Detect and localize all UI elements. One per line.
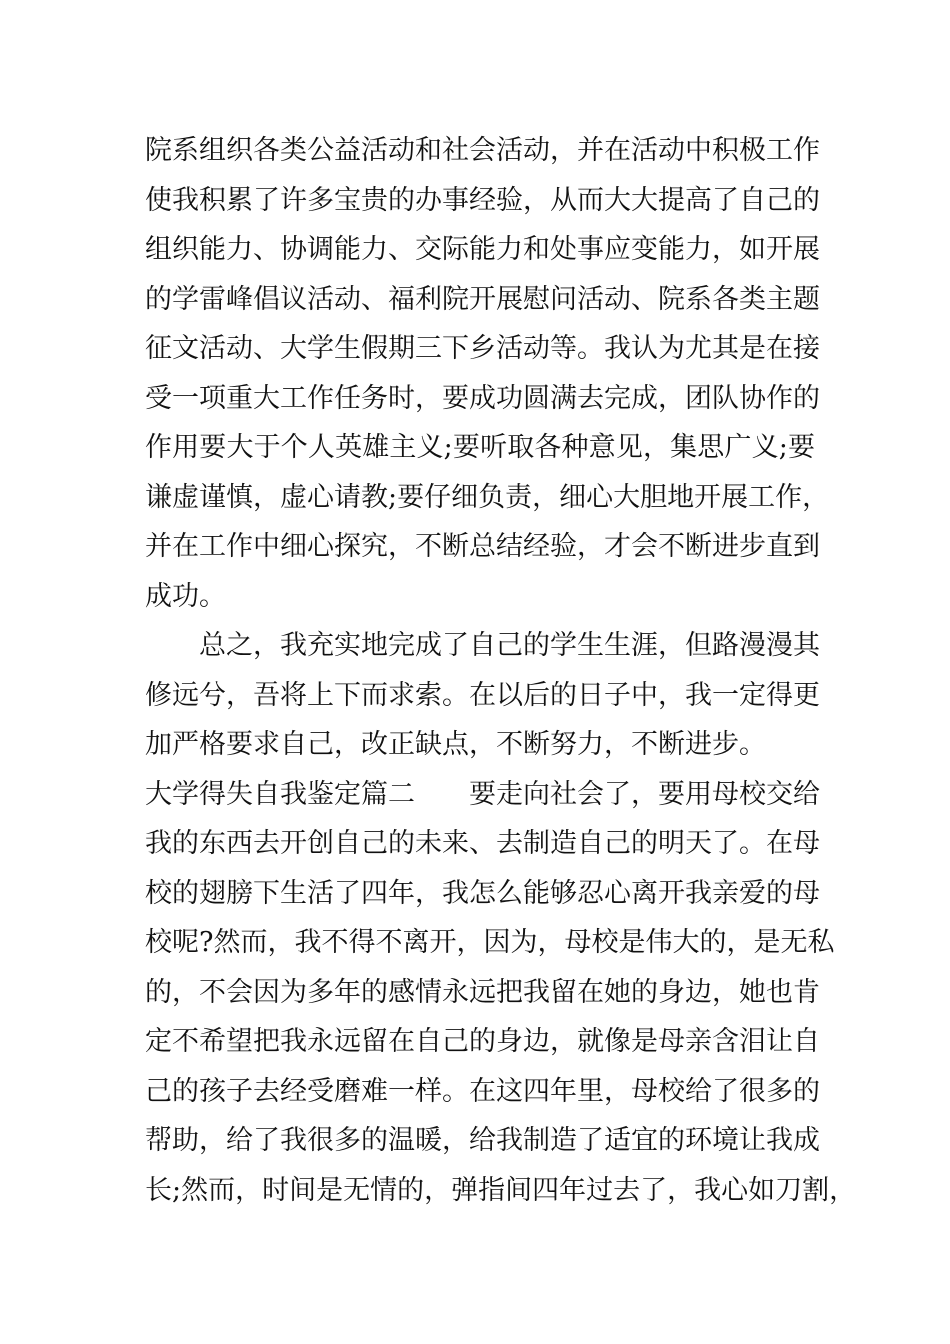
text-line-1: 院系组织各类公益活动和社会活动，并在活动中积极工作 <box>145 135 820 166</box>
text-line-7: 作用要大于个人英雄主义;要听取各种意见，集思广义;要 <box>145 432 815 463</box>
body-text <box>145 126 857 1215</box>
text-line-3: 组织能力、协调能力、交际能力和处事应变能力，如开展 <box>145 234 820 265</box>
text-line-14: 大学得失自我鉴定篇二 要走向社会了，要用母校交给 <box>145 778 820 810</box>
text-line-8: 谦虚谨慎，虚心请教;要仔细负责，细心大胆地开展工作， <box>145 481 830 513</box>
text-line-20: 己的孩子去经受磨难一样。在这四年里，母校给了很多的 <box>145 1075 820 1107</box>
text-line-21: 帮助，给了我很多的温暖，给我制造了适宜的环境让我成 <box>145 1125 820 1156</box>
text-line-13: 加严格要求自己，改正缺点，不断努力，不断进步。 <box>145 729 766 760</box>
text-line-11: 总之，我充实地完成了自己的学生生涯，但路漫漫其 <box>199 630 820 661</box>
text-line-19: 定不希望把我永远留在自己的身边，就像是母亲含泪让自 <box>145 1026 820 1057</box>
text-line-18: 的，不会因为多年的感情永远把我留在她的身边，她也肯 <box>145 976 820 1008</box>
text-line-17: 校呢?然而，我不得不离开，因为，母校是伟大的，是无私 <box>145 927 835 958</box>
text-line-6: 受一项重大工作任务时，要成功圆满去完成，团队协作的 <box>145 382 820 414</box>
text-line-12: 修远兮，吾将上下而求索。在以后的日子中，我一定得更 <box>145 679 820 711</box>
text-line-22: 长;然而，时间是无情的，弹指间四年过去了，我心如刀割， <box>145 1174 857 1206</box>
text-line-2: 使我积累了许多宝贵的办事经验，从而大大提高了自己的 <box>145 184 820 216</box>
text-line-16: 校的翅膀下生活了四年，我怎么能够忍心离开我亲爱的母 <box>145 877 820 909</box>
text-line-10: 成功。 <box>145 580 226 612</box>
text-line-15: 我的东西去开创自己的未来、去制造自己的明天了。在母 <box>145 828 820 859</box>
text-line-9: 并在工作中细心探究，不断总结经验，才会不断进步直到 <box>145 531 820 562</box>
text-line-4: 的学雷峰倡议活动、福利院开展慰问活动、院系各类主题 <box>145 283 820 315</box>
text-line-5: 征文活动、大学生假期三下乡活动等。我认为尤其是在接 <box>145 333 820 364</box>
